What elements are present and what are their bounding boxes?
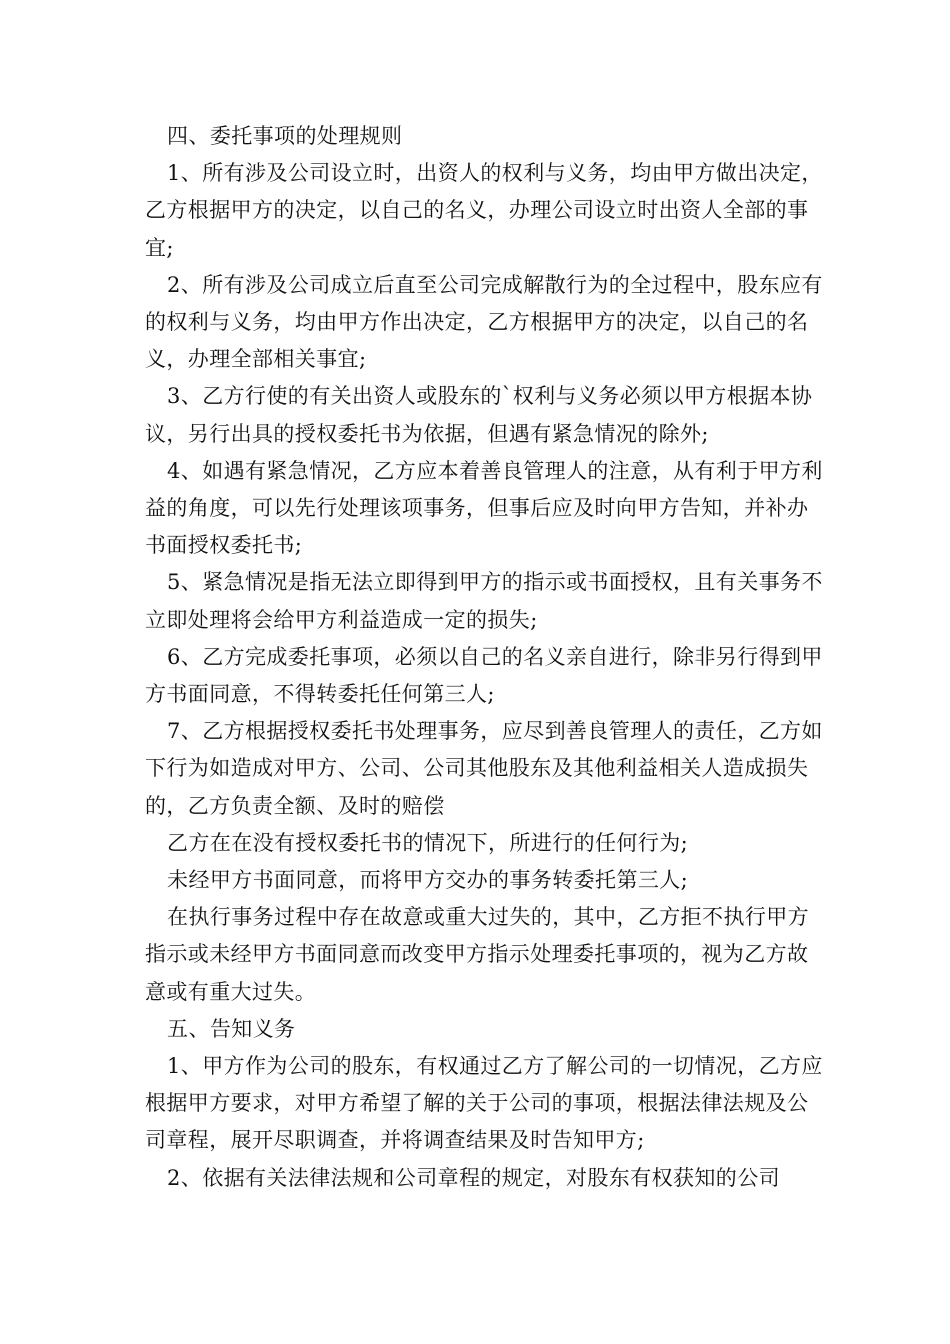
paragraph-4-1: 1、所有涉及公司设立时，出资人的权利与义务，均由甲方做出决定，乙方根据甲方的决定，以自己的名义，办理公司设立时出资人全部的事宜;	[145, 161, 823, 260]
paragraph-4-7-item-2: 未经甲方书面同意，而将甲方交办的事务转委托第三人;	[167, 868, 689, 893]
paragraph-4-4: 4、如遇有紧急情况，乙方应本着善良管理人的注意，从有利于甲方利益的角度，可以先行处理该项事务，但事后应及时向甲方告知，并补办书面授权委托书;	[145, 458, 823, 558]
paragraph-4-3: 3、乙方行使的有关出资人或股东的`权利与义务必须以甲方根据本协议，另行出具的授权委托书为依据，但遇有紧急情况的除外;	[145, 384, 813, 446]
paragraph-4-7: 7、乙方根据授权委托书处理事务，应尽到善良管理人的责任，乙方如下行为如造成对甲方、公司、公司其他股东及其他利益相关人造成损失的，乙方负责全额、及时的赔偿	[145, 719, 823, 818]
paragraph-4-7-item-1: 乙方在在没有授权委托书的情况下，所进行的任何行为;	[167, 830, 689, 855]
paragraph-4-7-item-3: 在执行事务过程中存在故意或重大过失的，其中，乙方拒不执行甲方指示或未经甲方书面同意而改变甲方指示处理委托事项的，视为乙方故意或有重大过失。	[145, 905, 810, 1004]
document-body	[145, 118, 825, 1197]
paragraph-5-1: 1、甲方作为公司的股东，有权通过乙方了解公司的一切情况，乙方应根据甲方要求，对甲方希望了解的关于公司的事项，根据法律法规及公司章程，展开尽职调查，并将调查结果及时告知甲方;	[145, 1054, 823, 1153]
paragraph-4-5: 5、紧急情况是指无法立即得到甲方的指示或书面授权，且有关事务不立即处理将会给甲方利益造成一定的损失;	[145, 570, 823, 632]
paragraph-4-2: 2、所有涉及公司成立后直至公司完成解散行为的全过程中，股东应有的权利与义务，均由甲方作出决定，乙方根据甲方的决定，以自己的名义，办理全部相关事宜;	[145, 272, 823, 372]
section-heading-4: 四、委托事项的处理规则	[167, 124, 403, 148]
paragraph-4-6: 6、乙方完成委托事项，必须以自己的名义亲自进行，除非另行得到甲方书面同意，不得转委托任何第三人;	[145, 644, 823, 707]
paragraph-5-2: 2、依据有关法律法规和公司章程的规定，对股东有权获知的公司	[167, 1165, 781, 1190]
section-heading-5: 五、告知义务	[167, 1016, 296, 1041]
